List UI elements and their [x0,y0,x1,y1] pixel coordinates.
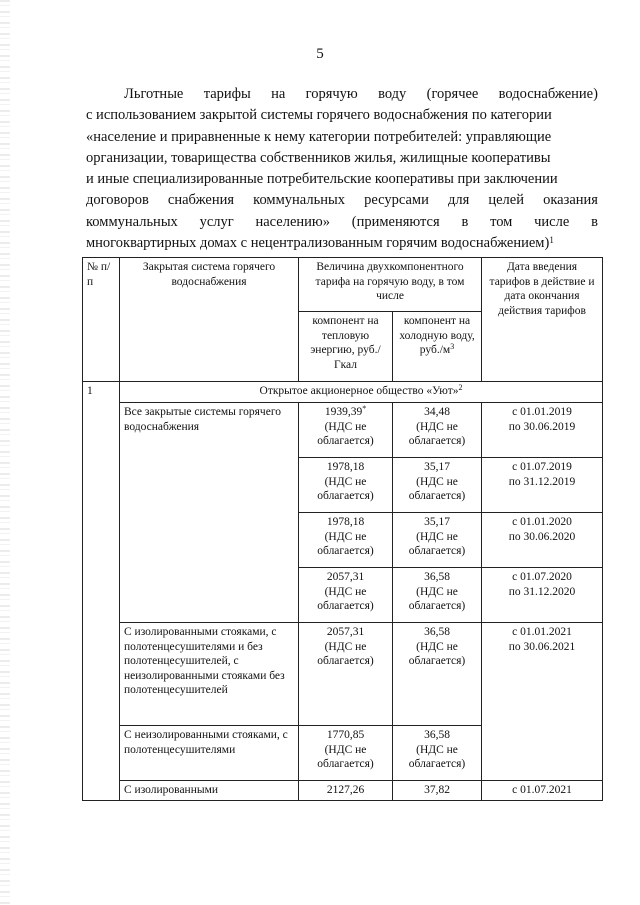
subheader-heat-component: компонент на тепловую энергию, руб./Гкал [299,312,393,382]
heat-component: 1978,18 (НДС не облагается) [299,513,393,568]
row-number: 1 [83,382,120,801]
intro-line: «население и приравненные к нему категории потребителей: управляющие [86,128,552,145]
heat-component: 1978,18 (НДС не облагается) [299,458,393,513]
cold-component: 35,17 (НДС не облагается) [393,458,482,513]
system-type: Все закрытые системы горячего водоснабжения [120,403,299,623]
cold-component: 37,82 [393,781,482,801]
intro-line: и иные специализированные потребительские кооперативы при заключении [86,171,558,188]
intro-line: с использованием закрытой системы горячего водоснабжения по категории [86,107,552,124]
validity-period: с 01.07.2019 по 31.12.2019 [482,458,603,513]
intro-paragraph [86,84,598,254]
intro-line: коммунальных услуг населению» (применяются в том числе в [86,213,598,230]
intro-line: организации, товарищества собственников жилья, жилищные кооперативы [86,149,551,166]
header-system: Закрытая система горячего водоснабжения [120,258,299,382]
table-row [83,623,603,726]
cold-component: 36,58 (НДС не облагается) [393,568,482,623]
header-tariff: Величина двухкомпонентного тарифа на горячую воду, в том числе [299,258,482,312]
cold-component: 36,58 (НДС не облагается) [393,623,482,726]
cold-component: 35,17 (НДС не облагается) [393,513,482,568]
heat-component: 1770,85 (НДС не облагается) [299,726,393,781]
validity-period: с 01.07.2020 по 31.12.2020 [482,568,603,623]
intro-line: многоквартирных домах с нецентрализованным горячим водоснабжением) $^1$ [86,235,554,252]
heat-component: 1939,39* (НДС не облагается) [299,403,393,458]
heat-component: 2127,26 [299,781,393,801]
header-dates: Дата введения тарифов в действие и дата окончания действия тарифов [482,258,603,382]
table-row [83,403,603,458]
heat-component: 2057,31 (НДС не облагается) [299,568,393,623]
tariff-table [82,257,603,801]
organization-name: Открытое акционерное общество «Уют»$^2$ [120,382,603,403]
intro-line: договоров снабжения коммунальных ресурсами для целей оказания [86,192,598,209]
validity-period: с 01.01.2021 по 30.06.2021 [482,623,603,781]
validity-period: с 01.01.2020 по 30.06.2020 [482,513,603,568]
scan-edge [0,0,10,905]
header-num: № п/п [83,258,120,382]
table-row [83,781,603,801]
page-number: 5 [316,46,324,62]
intro-line: Льготные тарифы на горячую воду (горячее водоснабжение) [124,86,598,102]
subheader-cold-component: компонент на холодную воду, $руб./м^3$ [393,312,482,382]
table-row [83,382,603,403]
validity-period: с 01.01.2019 по 30.06.2019 [482,403,603,458]
cold-component: 34,48 (НДС не облагается) [393,403,482,458]
system-type: С изолированными [120,781,299,801]
validity-period: с 01.07.2021 [482,781,603,801]
cold-component: 36,58 (НДС не облагается) [393,726,482,781]
heat-component: 2057,31 (НДС не облагается) [299,623,393,726]
system-type: С изолированными стояками, с полотенцесушителями и без полотенцесушителей, с неизолированными стояками без полотенцесушителей [120,623,299,726]
table-header-row [83,258,603,312]
system-type: С неизолированными стояками, с полотенцесушителями [120,726,299,781]
